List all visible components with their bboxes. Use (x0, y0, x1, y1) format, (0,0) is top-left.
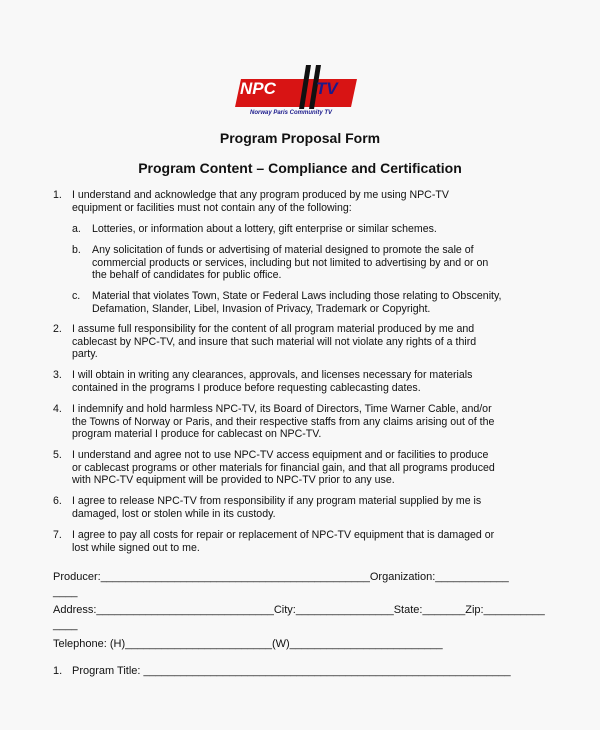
item-number: 1. (53, 189, 62, 201)
item-line: I indemnify and hold harmless NPC-TV, its Board of Directors, Time Warner Cable, and/or (72, 403, 492, 415)
subitem-line: the behalf of candidates for public office. (92, 269, 282, 281)
subitem-line: Material that violates Town, State or Federal Laws including those relating to Obscenity, (92, 290, 502, 302)
page-title: Program Proposal Form (219, 130, 381, 146)
address-city-state-zip-field[interactable]: Address:_____________________________City:________________State:_______Zip:__________ (53, 604, 545, 616)
producer-field-continuation: ____ (53, 586, 78, 598)
subitem-line: Defamation, Slander, Libel, Invasion of Privacy, Trademark or Copyright. (92, 302, 431, 315)
subitem-letter: a. (72, 223, 81, 235)
logo-text-left: NPC (240, 79, 276, 98)
item-line: or cablecast programs or other materials for financial gain, and that all programs produced (72, 461, 495, 474)
item-line: contained in the programs I produce before requesting cablecasting dates. (72, 381, 421, 394)
item-line: I assume full responsibility for the content of all program material produced by me and (72, 323, 475, 335)
logo-text (240, 79, 356, 99)
item-line: with NPC-TV equipment will be provided to NPC-TV prior to any use. (72, 474, 395, 486)
page-subtitle: Program Content – Compliance and Certification (138, 160, 462, 176)
item-line: equipment or facilities must not contain any of the following: (72, 201, 352, 214)
npc-tv-logo (232, 63, 362, 121)
program-title-field[interactable]: Program Title: ____________________________________________________________ (72, 665, 511, 677)
item-line: the Towns of Norway or Paris, and their respective staffs from any claims arising out of the (72, 415, 495, 428)
item-line: I understand and acknowledge that any program produced by me using NPC-TV (72, 189, 449, 201)
item-line: I understand and agree not to use NPC-TV access equipment and or facilities to produce (72, 449, 489, 461)
subitem-letter: b. (72, 244, 81, 256)
item-line: I will obtain in writing any clearances, approvals, and licenses necessary for materials (72, 369, 473, 381)
item-number: 5. (53, 449, 62, 461)
item-line: cablecast by NPC-TV, and insure that such material will not violate any rights of a third (72, 335, 477, 348)
subitem-line: Lotteries, or information about a lottery, gift enterprise or similar schemes. (92, 223, 437, 235)
subitem-letter: c. (72, 290, 81, 302)
producer-organization-field[interactable]: Producer:____________________________________________Organization:____________ (53, 571, 509, 583)
item-number: 4. (53, 403, 62, 415)
item-line: damaged, lost or stolen while in its custody. (72, 507, 276, 520)
item-line: I agree to pay all costs for repair or replacement of NPC-TV equipment that is damaged or (72, 529, 495, 541)
item-number: 6. (53, 495, 62, 507)
item-number: 7. (53, 529, 62, 541)
item-line: I agree to release NPC-TV from responsibility if any program material supplied by me is (72, 495, 482, 507)
item-line: program material I produce for cablecast on NPC-TV. (72, 428, 322, 440)
item-number: 2. (53, 323, 62, 335)
item-line: lost while signed out to me. (72, 541, 200, 554)
item-number: 3. (53, 369, 62, 381)
logo-text-right: TV (315, 79, 338, 98)
telephone-field[interactable]: Telephone: (H)________________________(W)_________________________ (53, 638, 443, 650)
subitem-line: Any solicitation of funds or advertising of material designed to promote the sale of (92, 244, 474, 256)
logo-tagline: Norway Paris Community TV (250, 110, 333, 116)
program-title-number: 1. (53, 665, 63, 677)
address-field-continuation: ____ (53, 619, 78, 631)
item-line: party. (72, 348, 98, 360)
subitem-line: commercial products or services, including but not limited to advertising by and or on (92, 256, 489, 269)
